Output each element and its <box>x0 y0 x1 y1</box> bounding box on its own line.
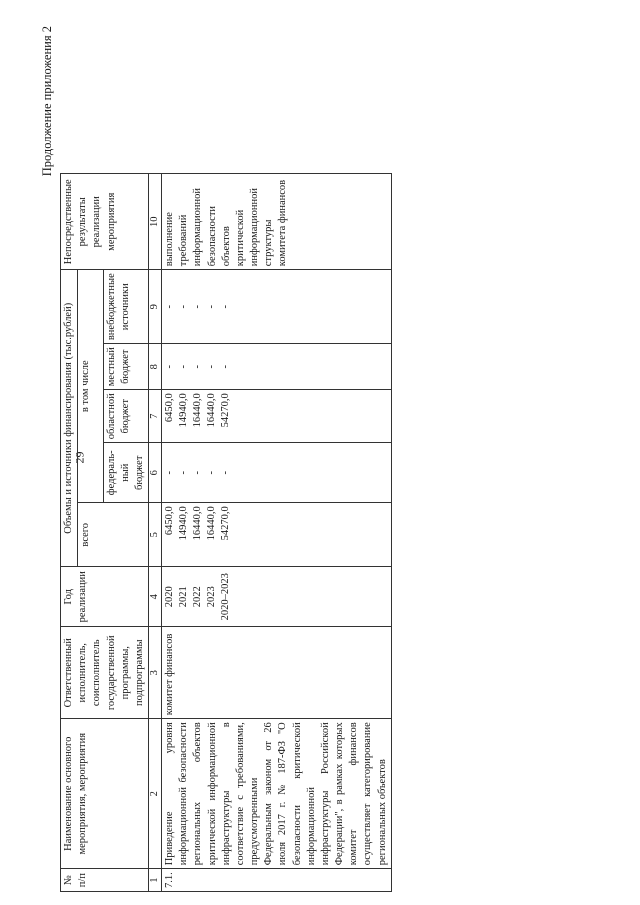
column-number-row <box>149 174 162 892</box>
local-value: - <box>206 364 218 369</box>
federal-value: - <box>178 471 190 475</box>
row-results: выполнение требований информационной безопасности объектов критической информационной структуры комитета финансов <box>162 174 392 270</box>
federal-value: - <box>164 471 176 475</box>
federal-value: - <box>220 471 232 475</box>
total-value: 16440,0 <box>192 506 204 541</box>
row-extra <box>162 270 392 344</box>
regional-value: 16440,0 <box>206 393 218 428</box>
column-number: 3 <box>149 627 162 719</box>
extra-value: - <box>164 304 176 309</box>
header-year: Год реализации <box>61 567 149 627</box>
column-number: 2 <box>149 719 162 869</box>
row-name: Приведение уровня информационной безопасности региональных объектов критической информационной инфраструктуры в соответствие с требованиями, предусмотренными Федеральным законом от 26 июля 2017 г. № 187-ФЗ "О безопасности критической информационной инфраструктуры Российской Федерации", в рамках которых комитет финансов осуществляет категорирование региональных объектов <box>162 719 392 869</box>
total-value: 14940,0 <box>178 506 190 541</box>
row-federal <box>162 443 392 503</box>
header-regional: областной бюджет <box>103 390 149 443</box>
extra-value: - <box>220 304 232 309</box>
year-value: 2020 <box>164 586 176 608</box>
column-number: 8 <box>149 344 162 390</box>
column-number: 1 <box>149 869 162 892</box>
year-value: 2023 <box>206 586 218 608</box>
extra-value: - <box>206 304 218 309</box>
header-num: № п/п <box>61 869 149 892</box>
year-value: 2022 <box>192 586 204 608</box>
column-number: 10 <box>149 174 162 270</box>
header-name: Наименование основного мероприятия, мероприятия <box>61 719 149 869</box>
local-value: - <box>192 364 204 369</box>
header-local: местный бюджет <box>103 344 149 390</box>
column-number: 6 <box>149 443 162 503</box>
continuation-label: Продолжение приложения 2 <box>40 26 54 177</box>
header-funding: Объемы и источники финансирования (тыс.рублей) <box>61 270 78 567</box>
program-table <box>60 173 392 892</box>
column-number: 9 <box>149 270 162 344</box>
header-including: в том числе <box>78 270 103 503</box>
local-value: - <box>220 364 232 369</box>
row-local <box>162 344 392 390</box>
column-number: 4 <box>149 567 162 627</box>
header-responsible: Ответственный исполнитель, соисполнитель государственной программы, подпрограммы <box>61 627 149 719</box>
local-value: - <box>164 364 176 369</box>
row-num: 7.1. <box>162 869 392 892</box>
row-responsible: комитет финансов <box>162 627 392 719</box>
federal-value: - <box>192 471 204 475</box>
year-value: 2020–2023 <box>220 573 232 621</box>
column-number: 5 <box>149 503 162 567</box>
row-total <box>162 503 392 567</box>
row-years <box>162 567 392 627</box>
regional-value: 54270,0 <box>220 393 232 428</box>
regional-value: 6450,0 <box>164 393 176 423</box>
header-federal: федераль-ный бюджет <box>103 443 149 503</box>
extra-value: - <box>178 304 190 309</box>
regional-value: 14940,0 <box>178 393 190 428</box>
page-number: 29 <box>72 451 87 464</box>
federal-value: - <box>206 471 218 475</box>
total-value: 54270,0 <box>220 506 232 541</box>
extra-value: - <box>192 304 204 309</box>
total-value: 6450,0 <box>164 506 176 536</box>
total-value: 16440,0 <box>206 506 218 541</box>
regional-value: 16440,0 <box>192 393 204 428</box>
document-sheet <box>40 20 610 892</box>
column-number: 7 <box>149 390 162 443</box>
header-extra: внебюджетные источники <box>103 270 149 344</box>
row-regional <box>162 390 392 443</box>
table-row <box>162 174 392 892</box>
header-results: Непосредственные результаты реализации мероприятия <box>61 174 149 270</box>
header-total: всего <box>78 503 149 567</box>
local-value: - <box>178 364 190 369</box>
year-value: 2021 <box>178 586 190 608</box>
